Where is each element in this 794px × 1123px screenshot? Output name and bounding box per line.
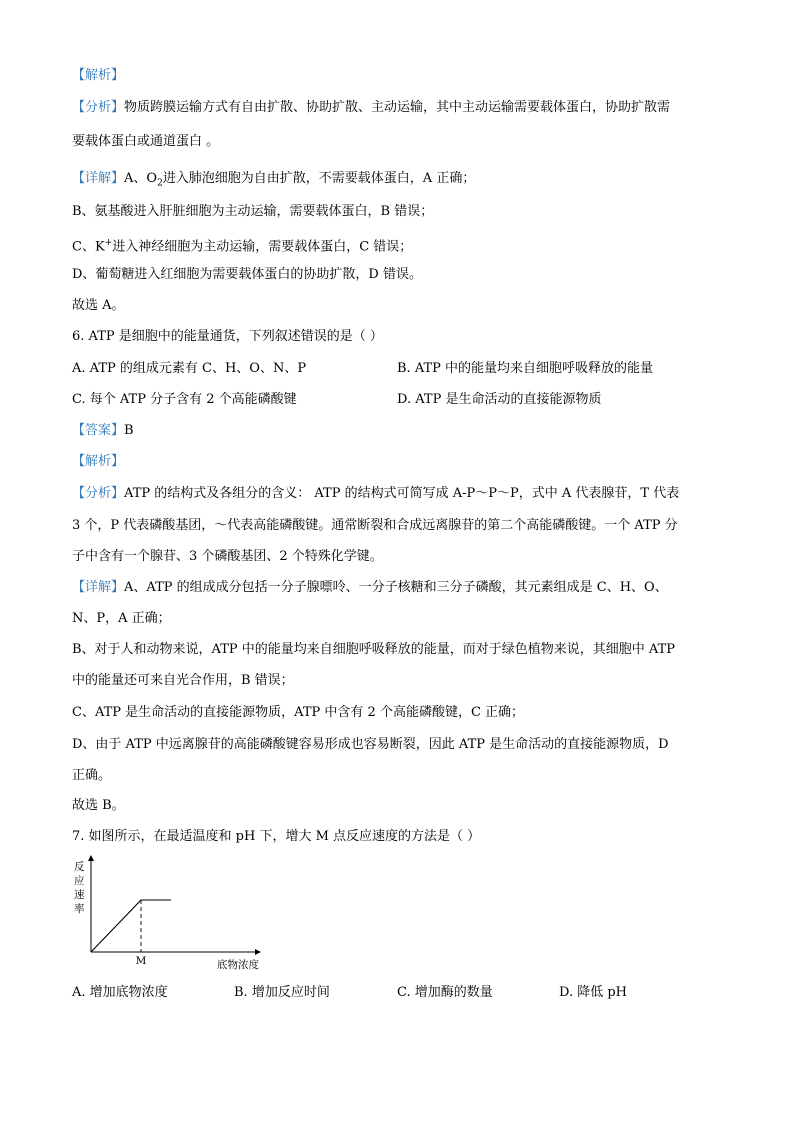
conclusion-b: 故选 B。 (72, 798, 125, 813)
conclusion-a: 故选 A。 (72, 298, 125, 313)
analysis-tag: 【分析】 (72, 100, 125, 115)
q7-option-c: C. 增加酶的数量 (397, 985, 493, 1000)
y-label-char-2: 应 (74, 875, 85, 887)
q6-detail-line-2: N、P，A 正确； (72, 611, 171, 626)
rate-curve (91, 900, 171, 952)
detail-tag: 【详解】 (72, 171, 125, 186)
q6-detail-line-3: B、对于人和动物来说，ATP 中的能量均来自细胞呼吸释放的能量，而对于绿色植物来说，其细胞中 ATP (72, 642, 676, 657)
m-point-label: M (135, 955, 147, 967)
q6-option-a: A. ATP 的组成元素有 C、H、O、N、P (72, 361, 307, 376)
q6-detail-line-7: 正确。 (72, 768, 112, 783)
reaction-rate-graph (70, 852, 270, 972)
q6-analysis-tag: 【分析】 (72, 486, 125, 501)
q6-detail-line-1: 【详解】A、ATP 的组成成分包括一分子腺嘌呤、一分子核糖和三分子磷酸，其元素组成是 C、H、O、 (72, 580, 668, 595)
x-axis-label: 底物浓度 (217, 959, 259, 971)
y-label-char-4: 率 (74, 903, 85, 915)
q7-option-a: A. 增加底物浓度 (72, 985, 168, 1000)
q6-detail-tag: 【详解】 (72, 580, 125, 595)
q6-analysis-line-2: 3 个，P 代表磷酸基团，～代表高能磷酸键。通常断裂和合成远离腺苷的第二个高能磷酸键。一个 ATP 分 (72, 518, 678, 533)
q7-option-b: B. 增加反应时间 (234, 985, 330, 1000)
q6-detail-line-5: C、ATP 是生命活动的直接能源物质，ATP 中含有 2 个高能磷酸键，C 正确； (72, 705, 525, 720)
detail-line-1: 【详解】A、$O_2$进入肺泡细胞为自由扩散，不需要载体蛋白，A 正确； (72, 171, 476, 189)
q6-detail-line-4: 中的能量还可来自光合作用，B 错误； (72, 673, 294, 688)
q6-option-c: C. 每个 ATP 分子含有 2 个高能磷酸键 (72, 392, 297, 407)
analysis-line-2: 要载体蛋白或通道蛋白 。 (72, 134, 220, 149)
detail-line-4: D、葡萄糖进入红细胞为需要载体蛋白的协助扩散，D 错误。 (72, 267, 422, 282)
question-7-stem: 7. 如图所示，在最适温度和 pH 下，增大 M 点反应速度的方法是（ ） (72, 829, 481, 844)
q6-option-b: B. ATP 中的能量均来自细胞呼吸释放的能量 (397, 361, 654, 376)
detail-line-2: B、氨基酸进入肝脏细胞为主动运输，需要载体蛋白，B 错误； (72, 204, 434, 219)
q6-option-d: D. ATP 是生命活动的直接能源物质 (397, 392, 602, 407)
y-label-char-1: 反 (74, 861, 85, 873)
detail-line-3: C、K+进入神经细胞为主动运输，需要载体蛋白，C 错误； (72, 238, 413, 255)
analysis-line-1: 【分析】物质跨膜运输方式有自由扩散、协助扩散、主动运输，其中主动运输需要载体蛋白，协助扩散需 (72, 100, 671, 115)
answer-tag: 【答案】 (72, 423, 125, 438)
q7-option-d: D. 降低 pH (559, 985, 628, 1000)
answer-6: 【答案】B (72, 423, 134, 438)
y-label-char-3: 速 (74, 889, 85, 901)
q6-analysis-line-1: 【分析】ATP 的结构式及各组分的含义： ATP 的结构式可简写成 A-P～P～P，式中 A 代表腺苷，T 代表 (72, 486, 680, 501)
jiexi-heading-1: 【解析】 (72, 68, 125, 83)
question-6-stem: 6. ATP 是细胞中的能量通货，下列叙述错误的是（ ） (72, 329, 383, 344)
jiexi-heading-2: 【解析】 (72, 454, 125, 469)
q6-analysis-line-3: 子中含有一个腺苷、3 个磷酸基团、2 个特殊化学键。 (72, 549, 383, 564)
q6-detail-line-6: D、由于 ATP 中远离腺苷的高能磷酸键容易形成也容易断裂，因此 ATP 是生命活动的直接能源物质，D (72, 737, 669, 752)
